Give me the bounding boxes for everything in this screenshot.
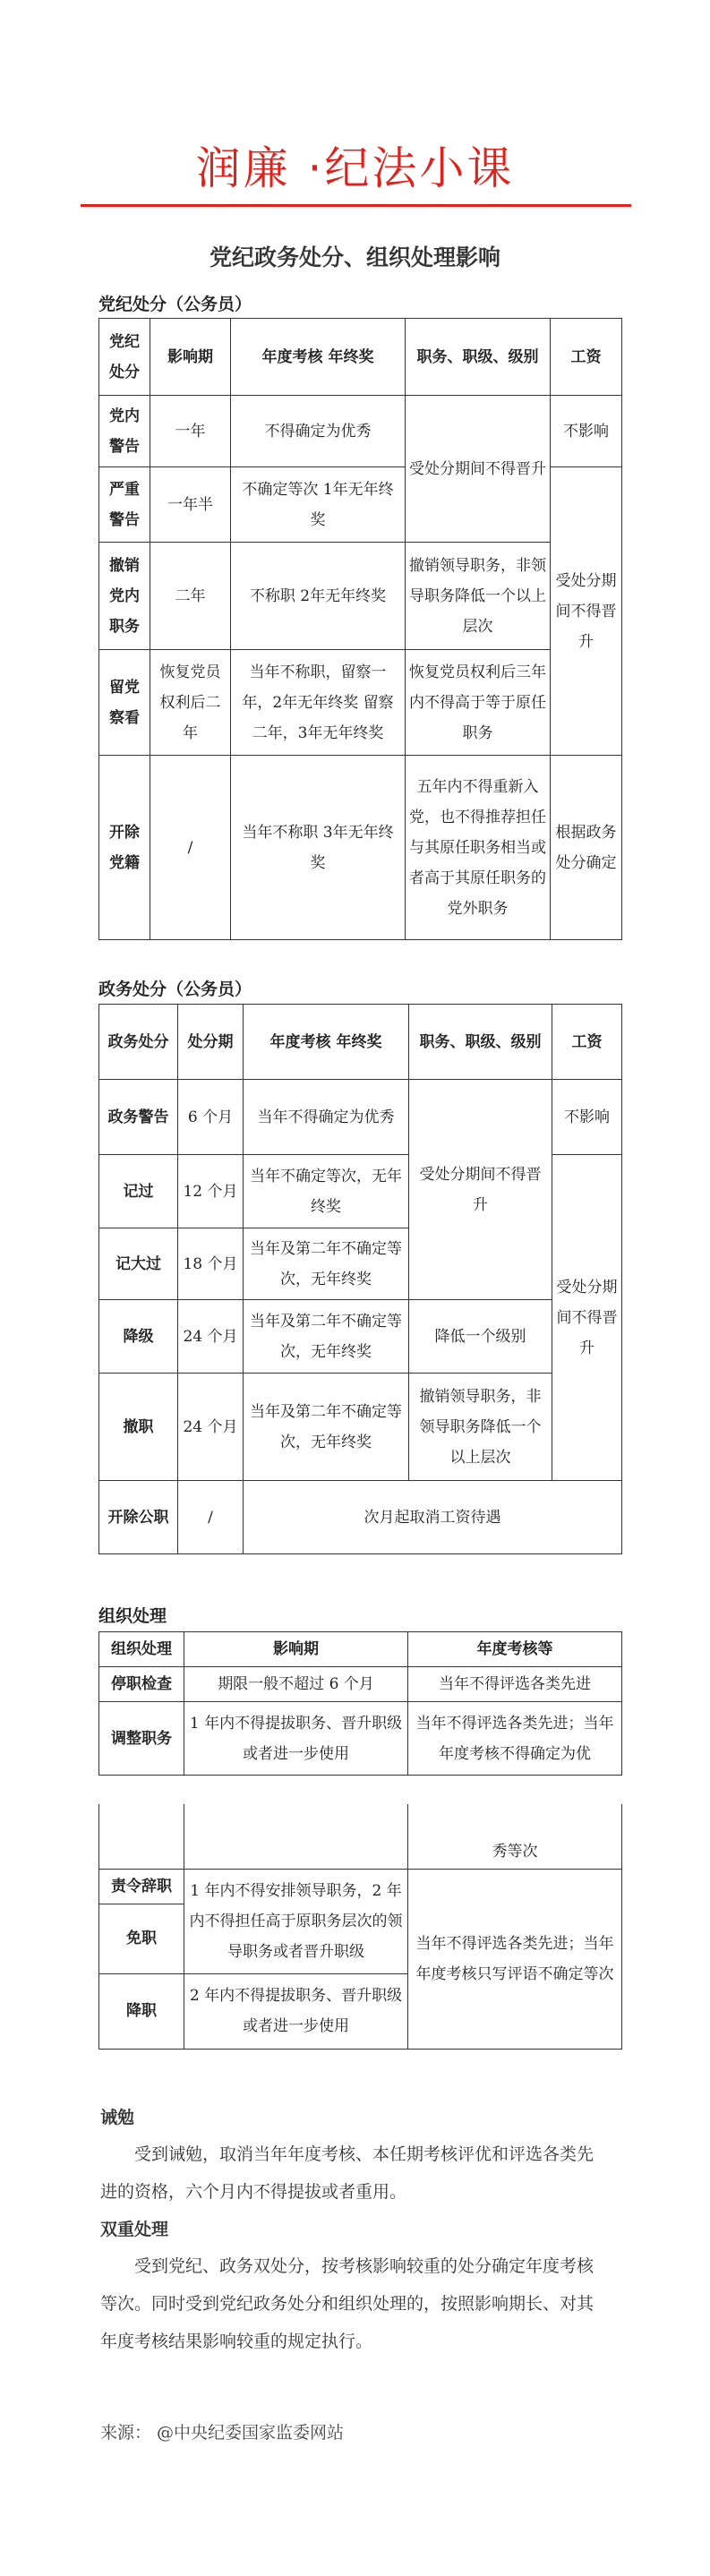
gov-discipline-table: [98, 1004, 622, 1554]
assess-cell: 当年不得评选各类先进；当年年度考核不得确定为优: [408, 1702, 622, 1776]
type-cell: 留党察看: [99, 650, 150, 756]
period-cell: 二年: [150, 543, 231, 650]
period-cell: 24 个月: [178, 1374, 244, 1481]
type-cell: 撤销党内职务: [99, 543, 150, 650]
assess-cell: 不确定等次 1年无年终奖: [231, 467, 406, 543]
header-cell: 政务处分: [99, 1005, 178, 1080]
type-cell: 记过: [99, 1155, 178, 1228]
wage-cell: 不影响: [551, 396, 622, 467]
header-cell: 职务、职级、级别: [409, 1005, 552, 1080]
merged-cell: 次月起取消工资待遇: [244, 1481, 622, 1554]
header-cell: 年度考核等: [408, 1632, 622, 1667]
period-cell: 一年: [150, 396, 231, 467]
type-cell: 责令辞职: [99, 1869, 184, 1904]
type-cell: 撤职: [99, 1374, 178, 1481]
header-cell: 工资: [552, 1005, 622, 1080]
wage-cell: 根据政务处分确定: [551, 756, 622, 940]
wage-cell-shared: 受处分期间不得晋升: [552, 1155, 622, 1481]
brand-title: 润廉 ·纪法小课: [195, 142, 515, 194]
period-cell: 2 年内不得提拔职务、晋升职级或者进一步使用: [184, 1973, 408, 2049]
period-cell: 6 个月: [178, 1080, 244, 1155]
table-row: [99, 543, 622, 650]
period-cell: /: [178, 1481, 244, 1554]
jiemian-heading: 诫勉: [100, 2108, 135, 2127]
header-cell: 组织处理: [99, 1632, 184, 1667]
gov-section-title: 政务处分（公务员）: [98, 980, 252, 999]
assess-cell: 当年不称职 3年无年终奖: [231, 756, 406, 940]
type-cell: 政务警告: [99, 1080, 178, 1155]
post-cell: 恢复党员权利后三年内不得高于等于原任职务: [406, 650, 551, 756]
type-cell: 停职检查: [99, 1667, 184, 1702]
assess-continuation: 秀等次: [408, 1804, 622, 1869]
period-cell: 恢复党员权利后二年: [150, 650, 231, 756]
table-header-row: [99, 1005, 622, 1080]
post-cell-shared: 受处分期间不得晋升: [406, 396, 551, 543]
post-cell: 撤销领导职务，非领导职务降低一个以上层次: [406, 543, 551, 650]
type-cell: 党内警告: [99, 396, 150, 467]
wage-cell-shared: 受处分期间不得晋升: [551, 467, 622, 756]
type-cell: 开除公职: [99, 1481, 178, 1554]
source-line: 来源： @中央纪委国家监委网站: [100, 2423, 345, 2443]
type-cell: 调整职务: [99, 1702, 184, 1776]
double-heading: 双重处理: [100, 2220, 169, 2239]
header-cell: 年度考核 年终奖: [231, 319, 406, 396]
post-cell: 降低一个级别: [409, 1300, 552, 1374]
type-cell: 降职: [99, 1973, 184, 2049]
table-row: [99, 650, 622, 756]
table-row: [99, 1869, 622, 1904]
period-cell: 1 年内不得提拔职务、晋升职级或者进一步使用: [184, 1702, 408, 1776]
assess-cell: 当年不称职，留察一年，2年无年终奖 留察二年，3年无年终奖: [231, 650, 406, 756]
table-row: [99, 1374, 622, 1481]
assess-cell: 当年及第二年不确定等次，无年终奖: [244, 1374, 409, 1481]
table-row: [99, 1702, 622, 1776]
jiemian-paragraph: 受到诫勉，取消当年年度考核、本任期考核评优和评选各类先进的资格，六个月内不得提拔或者重用。: [100, 2144, 595, 2202]
table-row: [99, 1804, 622, 1869]
org-handling-table-bottom: [98, 1804, 622, 2050]
header-cell: 职务、职级、级别: [406, 319, 551, 396]
table-row: [99, 756, 622, 940]
period-cell: 24 个月: [178, 1300, 244, 1374]
assess-cell: 不称职 2年无年终奖: [231, 543, 406, 650]
assess-cell: 不得确定为优秀: [231, 396, 406, 467]
assess-cell: 当年不确定等次，无年终奖: [244, 1155, 409, 1228]
period-cell: 18 个月: [178, 1228, 244, 1300]
table-row: [99, 1481, 622, 1554]
type-cell: 降级: [99, 1300, 178, 1374]
table-row: [99, 1667, 622, 1702]
assess-cell: 当年及第二年不确定等次，无年终奖: [244, 1300, 409, 1374]
post-cell: 五年内不得重新入党，也不得推荐担任与其原任职务相当或者高于其原任职务的党外职务: [406, 756, 551, 940]
continuation-cell: [99, 1804, 184, 1869]
header-cell: 处分期: [178, 1005, 244, 1080]
type-cell: 免职: [99, 1904, 184, 1973]
header-cell: 工资: [551, 319, 622, 396]
table-header-row: [99, 1632, 622, 1667]
assess-cell: 当年不得评选各类先进: [408, 1667, 622, 1702]
assess-cell-shared: 当年不得评选各类先进；当年年度考核只写评语不确定等次: [408, 1869, 622, 2049]
party-section-title: 党纪处分（公务员）: [98, 295, 252, 314]
header-cell: 影响期: [184, 1632, 408, 1667]
period-cell: /: [150, 756, 231, 940]
document-title: 党纪政务处分、组织处理影响: [209, 244, 500, 270]
table-row: [99, 1080, 622, 1155]
post-cell: 撤销领导职务，非领导职务降低一个以上层次: [409, 1374, 552, 1481]
title-divider: [81, 204, 631, 207]
org-section-title: 组织处理: [98, 1606, 167, 1626]
org-handling-table-top: [98, 1631, 622, 1776]
type-cell: 开除党籍: [99, 756, 150, 940]
assess-cell: 当年及第二年不确定等次，无年终奖: [244, 1228, 409, 1300]
period-cell: 1 年内不得安排领导职务，2 年内不得担任高于原职务层次的领导职务或者晋升职级: [184, 1869, 408, 1973]
period-cell: 一年半: [150, 467, 231, 543]
table-row: [99, 396, 622, 467]
table-row: [99, 1300, 622, 1374]
party-discipline-table: [98, 318, 622, 940]
header-cell: 党纪处分: [99, 319, 150, 396]
period-cell: 期限一般不超过 6 个月: [184, 1667, 408, 1702]
type-cell: 严重警告: [99, 467, 150, 543]
header-cell: 影响期: [150, 319, 231, 396]
table-header-row: [99, 319, 622, 396]
header-cell: 年度考核 年终奖: [244, 1005, 409, 1080]
assess-cell: 当年不得确定为优秀: [244, 1080, 409, 1155]
wage-cell: 不影响: [552, 1080, 622, 1155]
post-cell-shared: 受处分期间不得晋升: [409, 1080, 552, 1300]
continuation-cell: [184, 1804, 408, 1869]
double-paragraph: 受到党纪、政务双处分，按考核影响较重的处分确定年度考核等次。同时受到党纪政务处分和组织处理的，按照影响期长、对其年度考核结果影响较重的规定执行。: [100, 2256, 595, 2351]
period-cell: 12 个月: [178, 1155, 244, 1228]
type-cell: 记大过: [99, 1228, 178, 1300]
